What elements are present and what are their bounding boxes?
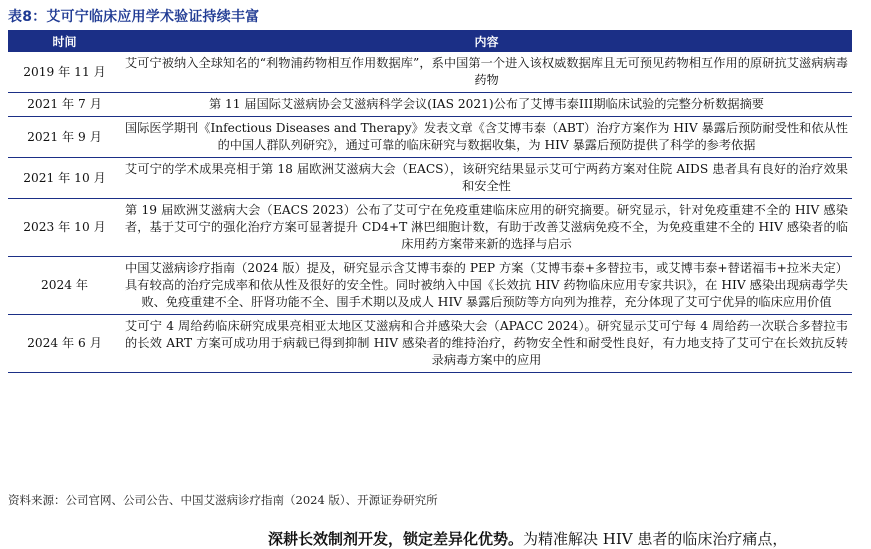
row-time: 2023 年 10 月 [8,199,121,257]
table-row [8,52,852,93]
body-bold-lead: 深耕长效制剂开发，锁定差异化优势。 [268,530,524,548]
body-paragraph [268,528,787,549]
row-content: 国际医学期刊《Infectious Diseases and Therapy》发表文章《含艾博韦泰（ABT）治疗方案作为 HIV 暴露后预防耐受性和依从性的中国人群队列研究》，通过可靠的临床研究与数据收集，为 HIV 暴露后预防提供了科学的参考依据 [121,117,852,158]
row-content: 中国艾滋病诊疗指南（2024 版）提及，研究显示含艾博韦泰的 PEP 方案（艾博韦泰+多替拉韦，或艾博韦泰+替诺福韦+拉米夫定）具有较高的治疗完成率和依从性及很好的安全性。同时被纳入中国《长效抗 HIV 药物临床应用专家共识》，在 HIV 感染出现病毒学失败、免疫重建不全、肝肾功能不全、围手术期以及成人 HIV 暴露后预防等方向列为推荐，充分体现了艾可宁优异的临床应用价值 [121,257,852,315]
table-row [8,93,852,117]
table-row [8,199,852,257]
row-time: 2019 年 11 月 [8,52,121,93]
row-content: 艾可宁的学术成果亮相于第 18 届欧洲艾滋病大会（EACS），该研究结果显示艾可宁两药方案对住院 AIDS 患者具有良好的治疗效果和安全性 [121,158,852,199]
row-time: 2021 年 7 月 [8,93,121,117]
table-row [8,158,852,199]
table-title: 表8：艾可宁临床应用学术验证持续丰富 [8,9,260,25]
row-content: 第 19 届欧洲艾滋病大会（EACS 2023）公布了艾可宁在免疫重建临床应用的研究摘要。研究显示，针对免疫重建不全的 HIV 感染者，基于艾可宁的强化治疗方案可显著提升 CD4+T 淋巴细胞计数，有助于改善艾滋病免疫不全，为免疫重建不全的 HIV 感染者的临床用药方案带来新的选择与启示 [121,199,852,257]
header-content: 内容 [121,30,852,52]
row-content: 艾可宁被纳入全球知名的“利物浦药物相互作用数据库”，系中国第一个进入该权威数据库且无可预见药物相互作用的原研抗艾滋病病毒药物 [121,52,852,93]
row-content: 第 11 届国际艾滋病协会艾滋病科学会议(IAS 2021)公布了艾博韦泰III期临床试验的完整分析数据摘要 [121,93,852,117]
milestone-table [8,30,852,373]
table-header-row [8,30,852,52]
row-content: 艾可宁 4 周给药临床研究成果亮相亚太地区艾滋病和合并感染大会（APACC 2024）。研究显示艾可宁每 4 周给药一次联合多替拉韦的长效 ART 方案可成功用于病载已得到抑制 HIV 感染者的维持治疗，药物安全性和耐受性良好，有力地支持了艾可宁在长效抗反转录病毒方案中的应用 [121,315,852,373]
row-time: 2024 年 [8,257,121,315]
table-row [8,257,852,315]
source-note: 资料来源：公司官网、公司公告、中国艾滋病诊疗指南（2024 版）、开源证券研究所 [8,493,438,507]
header-time: 时间 [8,30,121,52]
table-row [8,315,852,373]
table-row [8,117,852,158]
row-time: 2024 年 6 月 [8,315,121,373]
row-time: 2021 年 10 月 [8,158,121,199]
row-time: 2021 年 9 月 [8,117,121,158]
body-text: 为精准解决 HIV 患者的临床治疗痛点， [523,530,788,548]
